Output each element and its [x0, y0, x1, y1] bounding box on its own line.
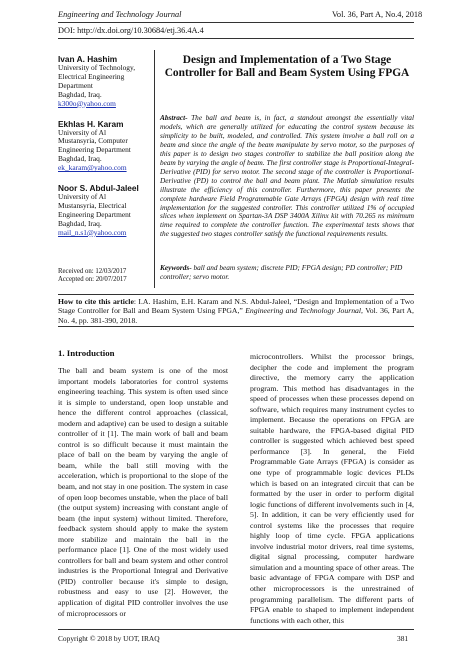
body-column-left: The ball and beam system is one of the most important models laboratories for control systems engineering teaching. This system is often used since it is simple to understand, open loop unstable and hence the different control approaches (classical, modern and adaptive) can be used to design a suitable controller of it [1]. The main work of ball and beam control is so difficult because it must maintain the place of ball on the beam by varying the angle of beam, while the ball still moving with the acceleration, which is proportional to the slope of the beam, and not stay in one position. The system in case of open loop becomes unstable, when the place of ball (the output system) increasing with constant angle of beam (the input system) without limited. Therefore, feedback system should apply to make the system more stabilize and maintain the ball in the performance place [1]. One of the most widely used controllers for ball and beam system and other control industries is the Proportional Integral and Derivative (PID) controller because it's simple to design, robustness and easy to use [2]. However, the application of digital PID controller involves the use of microprocessors or [58, 366, 228, 618]
citation-label: How to cite this article [58, 297, 134, 306]
author-affiliation-line: Department [58, 80, 93, 90]
author-affiliation-line: Electrical Engineering [58, 71, 125, 81]
keywords-label: Keywords- [160, 263, 192, 272]
author-name: Ekhlas H. Karam [58, 118, 124, 129]
accepted-date: Accepted on: 20/07/2017 [58, 276, 127, 284]
doi[interactable]: DOI: http://dx.doi.org/10.30684/etj.36.4A.4 [58, 26, 204, 35]
author-block [58, 183, 150, 238]
journal-name: Engineering and Technology Journal [58, 10, 182, 19]
citation-rule-bottom [58, 326, 414, 327]
author-affiliation-line: University of Al [58, 192, 107, 202]
header-rule [58, 22, 414, 23]
column-divider [154, 50, 155, 288]
section-heading: 1. Introduction [58, 348, 115, 358]
author-affiliation-line: Baghdad, Iraq. [58, 154, 102, 164]
citation-rest: , Vol. 36, Part A, No. 4, pp. 381-390, 2018. [58, 306, 414, 325]
body-column-right: microcontrollers. Whilst the processor brings, decipher the code and implement the program directive, the memory carry the application program. This method has disadvantages in the speed of processes when these processes depend on software, which requires many instrument cycles to implement. Because the operations on FPGA are suitable hardware, the FPGA-based digital PID controller is suggested which achieved best speed performance [3]. In general, the Field Programmable Gate Arrays (FPGA) is consider as one type of programmable logic devices PLDs which is based on an integrated circuit that can be formatted by the user in order to perform digital logic functions of different involvements such in [4, 5]. In addition, it can be very efficiently used for control systems like the processes that require highly loop of time cycle. FPGA applications involve industrial motor drivers, real time systems, digital signal processing, computer hardware simulation and a mounting space of other areas. The basic advantage of FPGA compare with DSP and other microprocessors is the unrestrained of programming parallelism. The different parts of FPGA enable to shaped to implement independent functions with each other, this [250, 352, 414, 625]
author-affiliation-line: Baghdad, Iraq. [58, 218, 102, 228]
author-affiliation-line: Mustansyria, Electrical [58, 200, 127, 210]
abstract-text: The ball and beam is, in fact, a standout amongst the essentially vital models, which are generally utilized for educating the control system because its simplicity to be built, modeled, and controlled. This system involve a ball roll on a beam and since the angle of the beam manipulate by servo motor, so the purposes of this paper is to design two stages controller to stabilize the ball position along the beam by varying the angle of beam. The first controller stage is Proportional-Integral- Derivative (PID) for servo motor. The second stage of the controller is Proportional-Derivative (PD) to control the ball and beam plant. The Matlab simulation results illustrate the efficiency of this controller. Furthermore, this paper presents the complete hardware Field Programmable Gate Arrays (FPGA) design with real time implementation for the suggested controller. This controller utilized 1% of occupied slices when implement on Spartan-3A DSP 3400A Xilinx kit with 70.265 ns minimum time required to complete the controller function. The experimental tests shows that the suggested two stages controller satisfy the functional requirements results. [160, 113, 414, 239]
author-affiliation-line: Engineering Department [58, 209, 131, 219]
copyright: Copyright © 2018 by UOT, IRAQ [58, 634, 160, 643]
author-email-link[interactable]: ek_karam@yahoo.com [58, 163, 127, 173]
author-affiliation-line: Mustansyria, Computer [58, 136, 128, 146]
page-number: 381 [397, 634, 409, 643]
citation-rule-top [58, 294, 414, 295]
author-name: Ivan A. Hashim [58, 54, 118, 64]
author-affiliation-line: Engineering Department [58, 145, 131, 155]
citation-text: : I.A. Hashim, E.H. Karam and N.S. Abdul-Jaleel, “Design and Implementation of a Two Stage Controller for Ball and Beam System Using FPGA,” [58, 297, 414, 316]
author-block [58, 54, 150, 109]
keywords [160, 264, 414, 282]
author-column [58, 54, 150, 248]
submission-dates [58, 268, 150, 284]
citation [58, 297, 414, 325]
volume-info: Vol. 36, Part A, No.4, 2018 [332, 10, 423, 19]
author-affiliation-line: Baghdad, Iraq. [58, 89, 102, 99]
author-block [58, 119, 150, 174]
author-affiliation-line: University of Al [58, 127, 107, 137]
header-rule-2 [58, 38, 414, 39]
author-email-link[interactable]: k300o@yahoo.com [58, 98, 116, 108]
footer-rule [58, 629, 414, 630]
abstract [160, 114, 414, 239]
paper-title: Design and Implementation of a Two Stage Controller for Ball and Beam System Using FPGA [164, 54, 410, 79]
author-email-link[interactable]: mail_n.s1@yahoo.com [58, 227, 127, 237]
citation-journal: Engineering and Technology Journal [242, 306, 362, 316]
abstract-label: Abstract- [160, 113, 188, 122]
keywords-text: ball and beam system; discrete PID; FPGA design; PD controller; PID controller; servo motor. [160, 263, 403, 281]
author-affiliation-line: University of Technology, [58, 63, 136, 72]
author-name: Noor S. Abdul-Jaleel [58, 183, 139, 194]
received-date: Received on: 12/03/2017 [58, 268, 127, 275]
